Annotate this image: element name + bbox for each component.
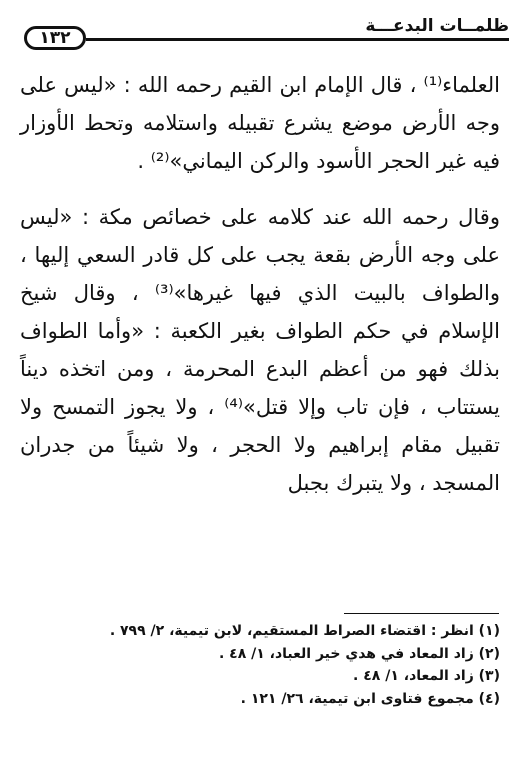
footnotes	[20, 620, 500, 710]
footnote-3: (٣) زاد المعاد، ١/ ٤٨ .	[353, 668, 500, 684]
book-title: ظلمــات البدعـــة	[365, 16, 509, 36]
paragraph-1: العلماء⁽¹⁾ ، قال الإمام ابن القيم رحمه الله : «ليس على وجه الأرض موضع يشرع تقبيله واستلامه وتحط الأوزار فيه غير الحجر الأسود والركن اليماني»⁽²⁾ .	[20, 73, 500, 173]
page-header	[24, 8, 509, 52]
footnote-1: (١) انظر : اقتضاء الصراط المستقيم، لابن تيمية، ٢/ ٧٩٩ .	[109, 623, 500, 639]
main-text	[20, 66, 500, 502]
paragraph-2: وقال رحمه الله عند كلامه على خصائص مكة : «ليس على وجه الأرض بقعة يجب على كل قادر السعي إليها ، والطواف بالبيت الذي فيها غيرها»⁽³⁾ ، وقال شيخ الإسلام في حكم الطواف بغير الكعبة : «وأما الطواف بذلك فهو من أعظم البدع المحرمة ، ومن اتخذه ديناً يستتاب ، فإن تاب وإلا قتل»⁽⁴⁾ ، ولا يجوز التمسح ولا تقبيل مقام إبراهيم ولا الحجر ، ولا شيئاً من جدران المسجد ، ولا يتبرك بجبل	[20, 205, 501, 495]
header-rule	[86, 38, 509, 41]
footnote-4: (٤) مجموع فتاوى ابن تيمية، ٢٦/ ١٢١ .	[240, 690, 500, 707]
page-number-badge: ١٣٢	[24, 26, 86, 50]
footnote-separator	[344, 613, 499, 614]
footnote-2: (٢) زاد المعاد في هدي خير العباد، ١/ ٤٨ .	[218, 645, 500, 662]
